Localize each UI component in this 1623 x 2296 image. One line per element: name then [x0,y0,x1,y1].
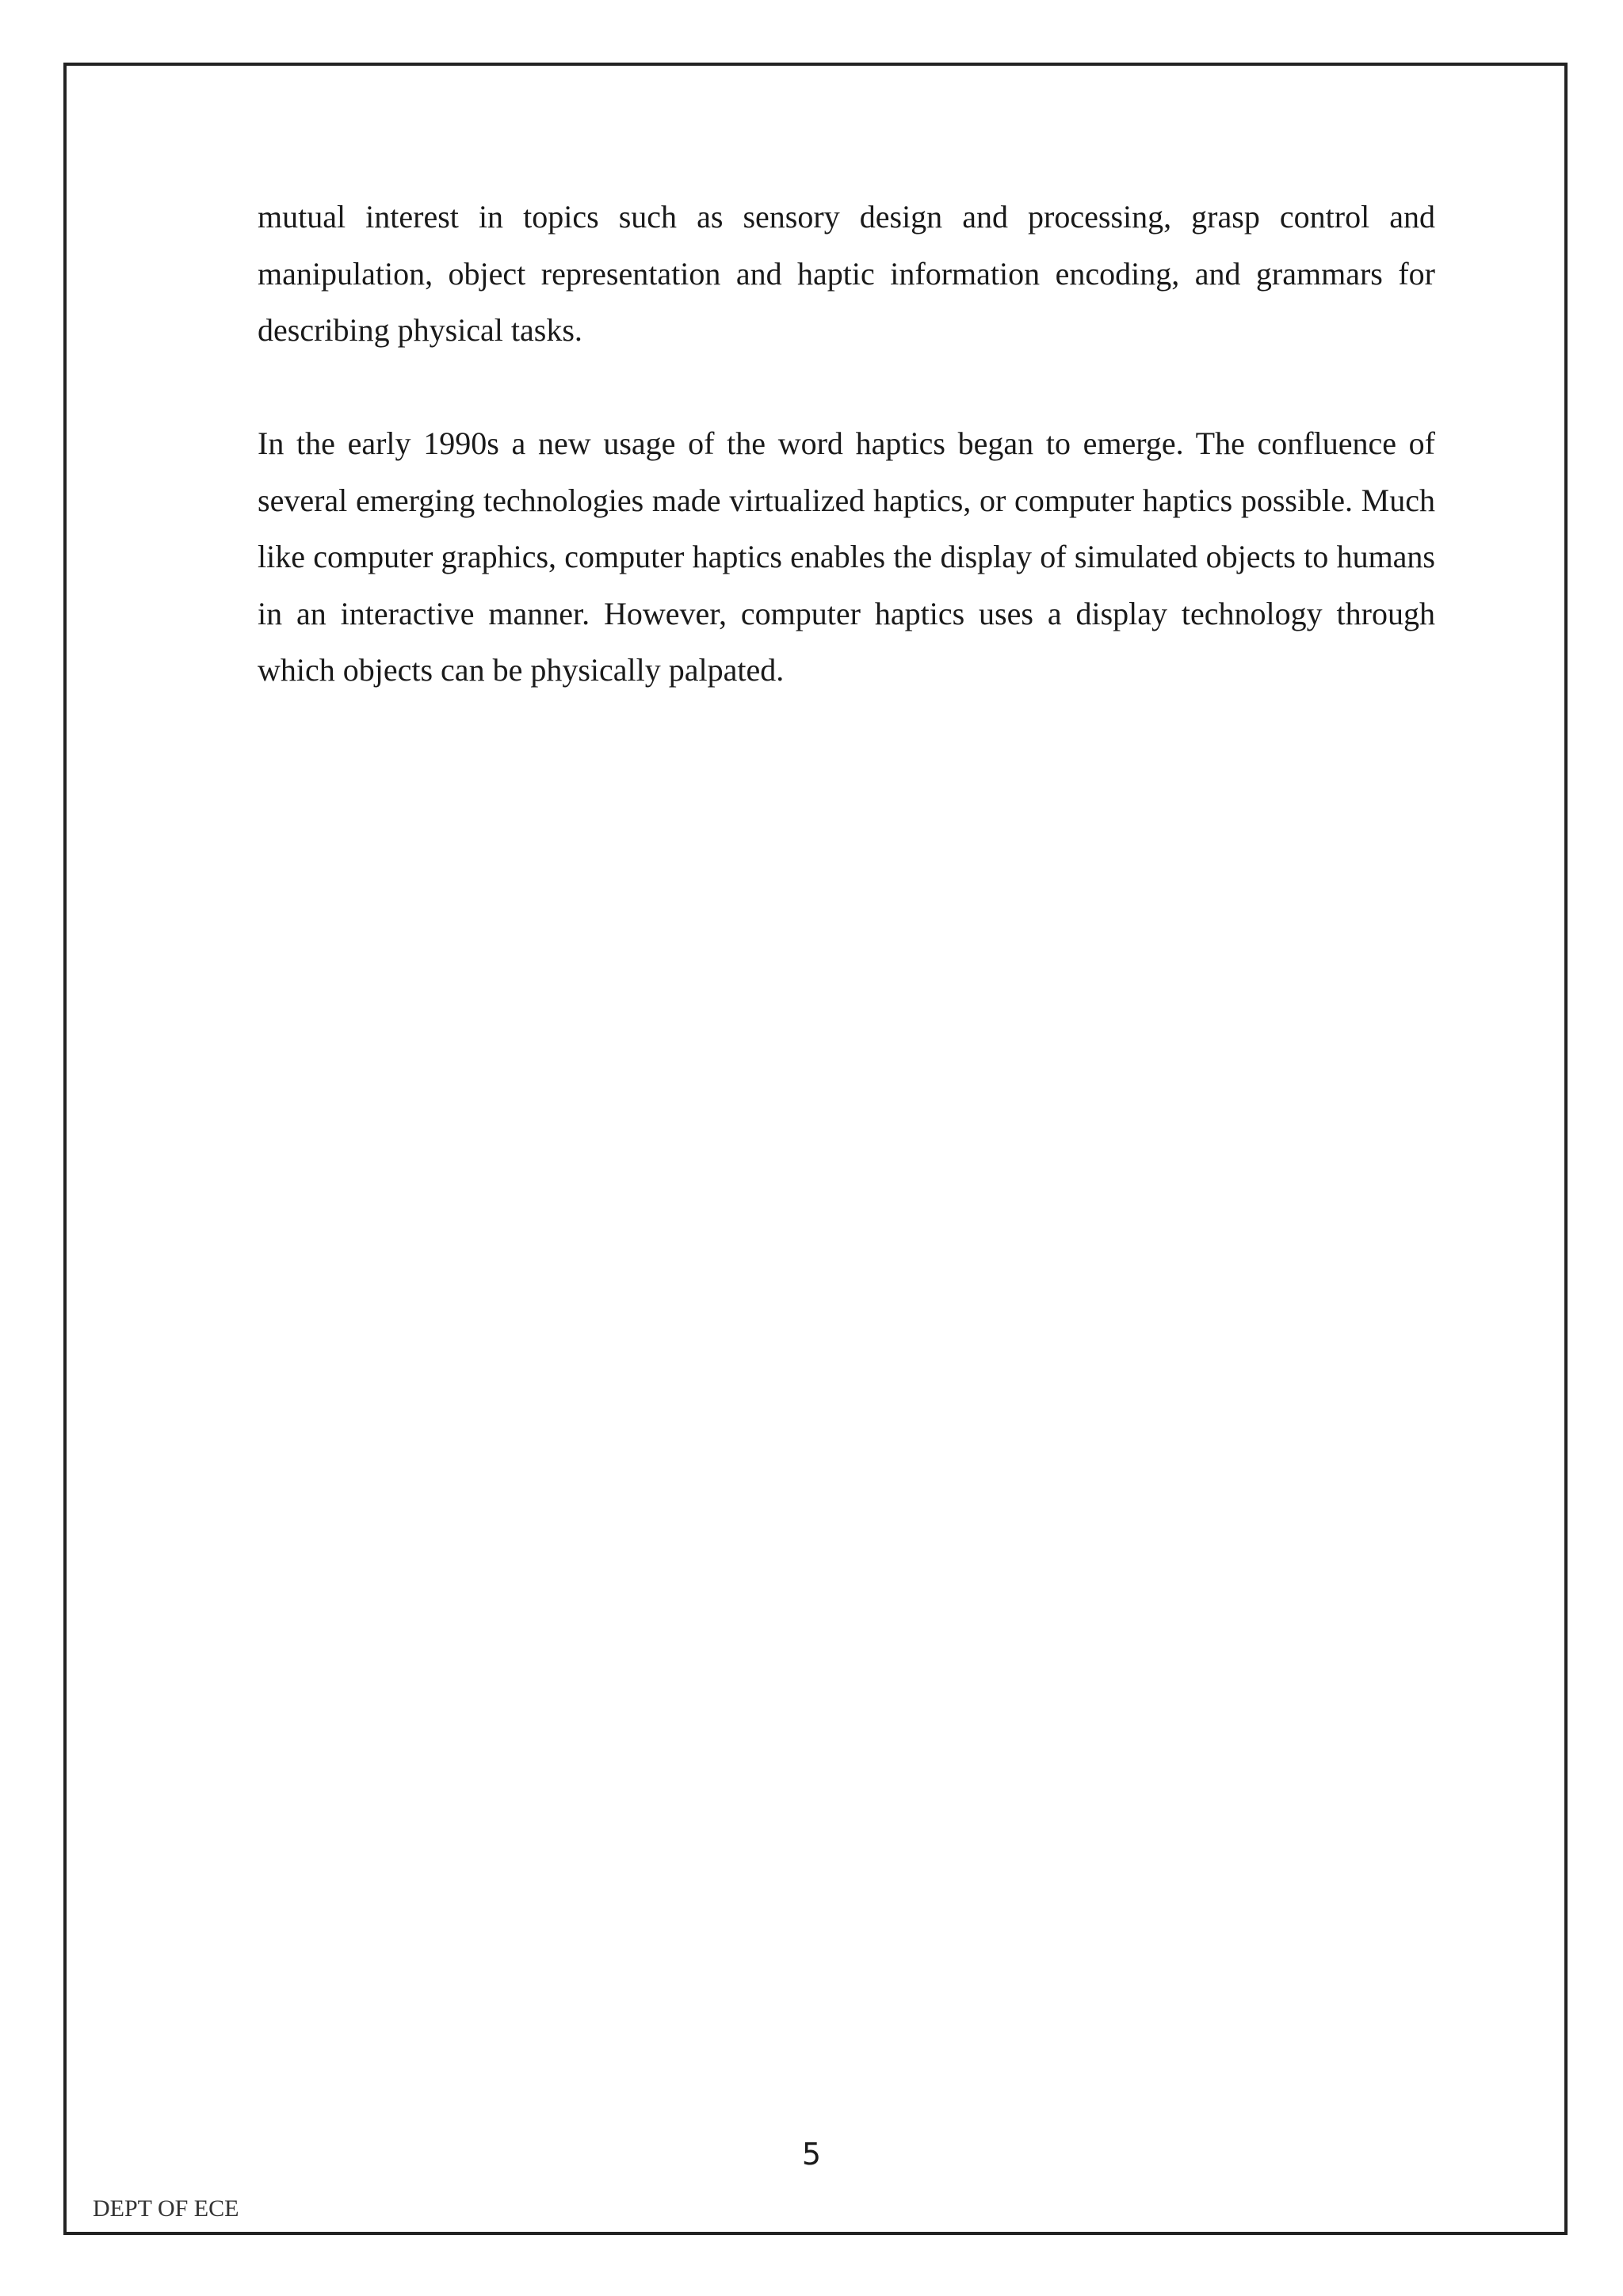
body-paragraph-1: mutual interest in topics such as sensory design and processing, grasp control and manipulation, object representation and haptic information encoding, and grammars for describing physical tasks. [258,199,1435,348]
page-border [63,63,1568,2235]
footer-department: DEPT OF ECE [93,2195,239,2222]
body-paragraph-2: In the early 1990s a new usage of the word haptics began to emerge. The confluence of several emerging technologies made virtualized haptics, or computer haptics possible. Much like computer graphics, computer haptics enables the display of simulated objects to humans in an interactive manner. However, computer haptics uses a display technology through which objects can be physically palpated. [258,425,1435,688]
page-number: 5 [801,2137,822,2172]
